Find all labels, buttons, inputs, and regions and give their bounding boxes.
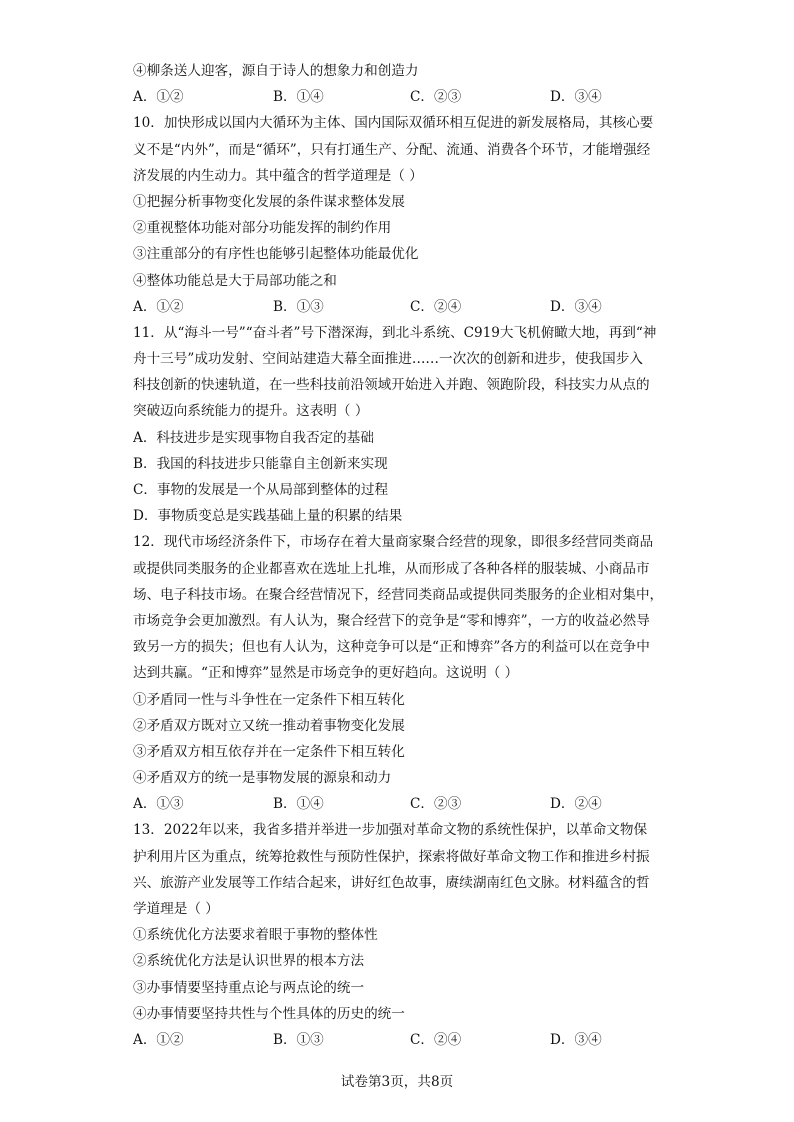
q11-stem-line: 科技创新的快速轨道，在一些科技前沿领域开始进入并跑、领跑阶段，科技实力从点的 [133, 377, 650, 394]
q13-option-c: C．②④ [410, 1031, 462, 1048]
q13-stem-line: 学道理是（ ） [133, 901, 219, 917]
q10-stem-line: 济发展的内生动力。其中蕴含的哲学道理是（ ） [133, 167, 423, 184]
q12-stem-line: 致另一方的损失；但也有人认为，这种竞争可以是“正和博弈”各方的利益可以在竞争中 [133, 639, 650, 656]
q11-stem-line: 突破迈向系统能力的提升。这表明（ ） [133, 403, 369, 420]
q11-stem-line: 11．从“海斗一号”“奋斗者”号下潜深海，到北斗系统、C919大飞机俯瞰大地，再到“神 [133, 324, 657, 341]
q12-statement-2: ②矛盾双方既对立又统一推动着事物变化发展 [133, 717, 405, 734]
q13-option-a: A．①② [133, 1031, 184, 1048]
q11-choice-d: D．事物质变总是实践基础上量的积累的结果 [133, 508, 403, 525]
q12-stem-line: 或提供同类服务的企业都喜欢在选址上扎堆，从而形成了各种各样的服装城、小商品市 [133, 560, 650, 577]
q10-statement-2: ②重视整体功能对部分功能发挥的制约作用 [133, 220, 392, 237]
q11-choice-c: C．事物的发展是一个从局部到整体的过程 [133, 482, 389, 498]
q11-choice-b: B．我国的科技进步只能靠自主创新来实现 [133, 455, 388, 472]
q9-statement-4: ④柳条送人迎客，源自于诗人的想象力和创造力 [133, 63, 419, 79]
q9-option-b: B．①④ [273, 89, 324, 106]
q10-statement-4: ④整体功能总是大于局部功能之和 [133, 272, 337, 289]
q11-choice-a: A．科技进步是实现事物自我否定的基础 [133, 429, 374, 446]
q11-stem-line: 舟十三号”成功发射、空间站建造大幕全面推进……一次次的创新和进步，使我国步入 [133, 351, 643, 368]
q10-option-a: A．①② [133, 298, 184, 315]
q13-option-d: D．③④ [550, 1031, 602, 1048]
exam-page-content [133, 58, 663, 1053]
q12-statement-3: ③矛盾双方相互依存并在一定条件下相互转化 [133, 743, 405, 760]
q13-statement-4: ④办事情要坚持共性与个性具体的历史的统一 [133, 1005, 405, 1022]
q12-option-c: C．②③ [410, 796, 462, 813]
q13-statement-1: ①系统优化方法要求着眼于事物的整体性 [133, 927, 378, 944]
q13-options [133, 1027, 663, 1053]
q13-stem-line: 护利用片区为重点，统筹抢救性与预防性保护，探索将做好革命文物工作和推进乡村振 [133, 848, 650, 865]
q10-statement-1: ①把握分析事物变化发展的条件谋求整体发展 [133, 193, 405, 210]
q10-stem-line: 义不是“内外”，而是“循环”，只有打通生产、分配、流通、消费各个环节，才能增强经 [133, 141, 651, 158]
q10-option-d: D．③④ [550, 298, 602, 315]
q12-statement-1: ①矛盾同一性与斗争性在一定条件下相互转化 [133, 691, 405, 708]
q10-statement-3: ③注重部分的有序性也能够引起整体功能最优化 [133, 246, 419, 263]
q10-stem-line: 10．加快形成以国内大循环为主体、国内国际双循环相互促进的新发展格局，其核心要 [133, 115, 654, 132]
q10-option-c: C．②④ [410, 298, 462, 315]
q12-option-b: B．①④ [273, 796, 324, 813]
q13-stem-line: 兴、旅游产业发展等工作结合起来，讲好红色故事，赓续湖南红色文脉。材料蕴含的哲 [133, 874, 650, 891]
q13-stem-line: 13．2022年以来，我省多措并举进一步加强对革命文物的系统性保护，以革命文物保 [133, 822, 648, 839]
q13-statement-2: ②系统优化方法是认识世界的根本方法 [133, 953, 365, 970]
q12-option-a: A．①③ [133, 796, 184, 813]
q12-stem-line: 场、电子科技市场。在聚合经营情况下，经营同类商品或提供同类服务的企业相对集中， [133, 586, 663, 603]
q13-statement-3: ③办事情要坚持重点论与两点论的统一 [133, 979, 365, 996]
q10-options [133, 294, 663, 320]
q12-stem-line: 达到共赢。“正和博弈”显然是市场竞争的更好趋向。这说明（ ） [133, 665, 519, 682]
q12-option-d: D．②④ [550, 796, 602, 813]
q9-options [133, 84, 663, 110]
q12-statement-4: ④矛盾双方的统一是事物发展的源泉和动力 [133, 770, 392, 787]
q12-stem-line: 市场竞争会更加激烈。有人认为，聚合经营下的竞争是“零和博弈”，一方的收益必然导 [133, 612, 650, 629]
page-footer: 试卷第3页，共8页 [340, 1074, 454, 1090]
q12-stem-line: 12．现代市场经济条件下，市场存在着大量商家聚合经营的现象，即很多经营同类商品 [133, 534, 654, 551]
q10-option-b: B．①③ [273, 298, 324, 315]
q9-option-a: A．①② [133, 89, 184, 106]
q13-option-b: B．①③ [273, 1031, 324, 1048]
q12-options [133, 791, 663, 817]
q9-option-c: C．②③ [410, 89, 462, 106]
q9-option-d: D．③④ [550, 89, 602, 106]
